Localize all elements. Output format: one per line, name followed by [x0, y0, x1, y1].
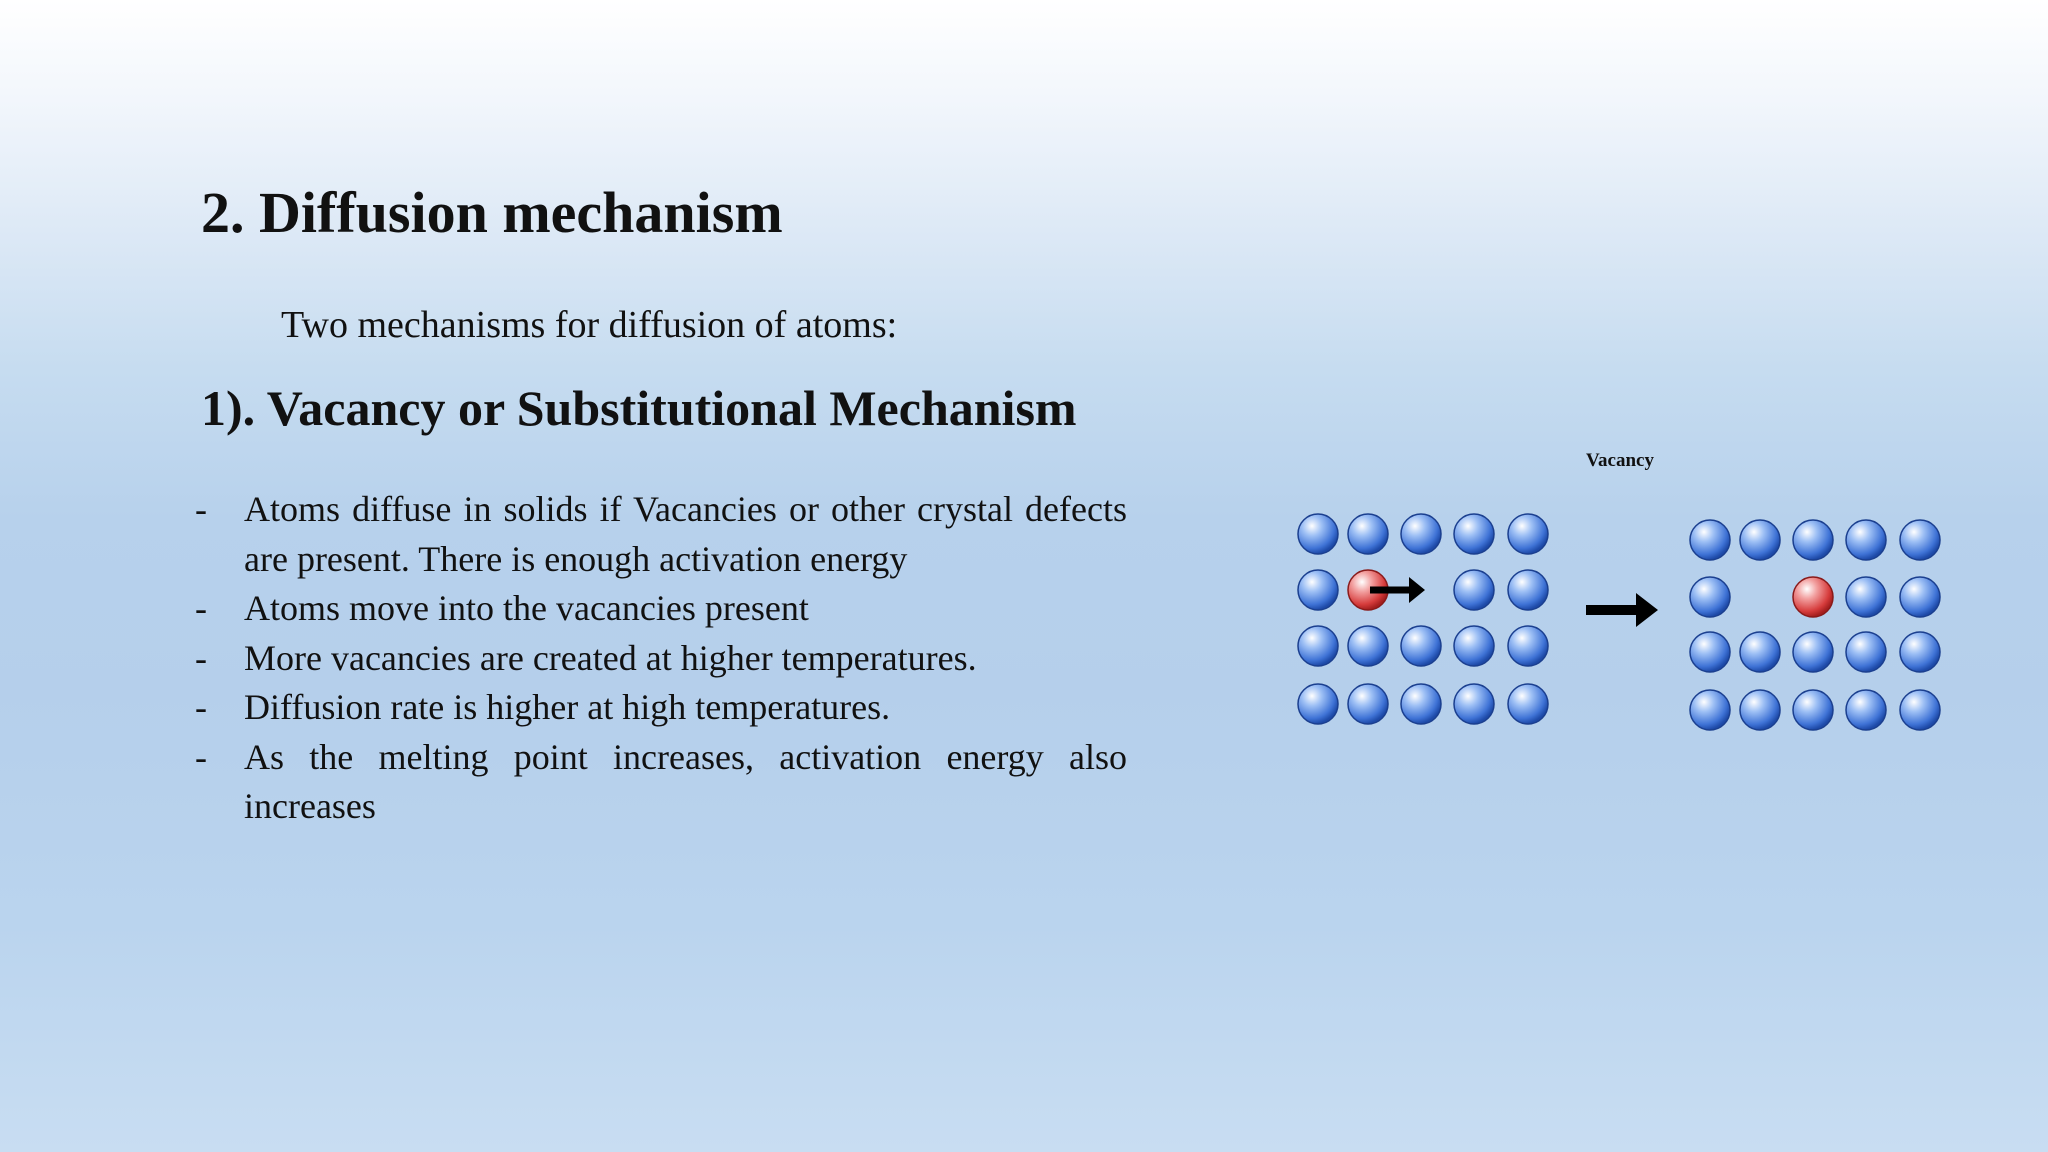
bullet-text: As the melting point increases, activation energy also increases: [244, 736, 1127, 826]
bullet-marker: -: [195, 736, 207, 777]
atom-blue: [1298, 626, 1338, 666]
bullet-text: More vacancies are created at higher temperatures.: [244, 637, 977, 678]
atom-blue: [1690, 520, 1730, 560]
atom-blue: [1793, 520, 1833, 560]
atom-blue: [1740, 520, 1780, 560]
bullet-item: [195, 634, 1127, 684]
atom-blue: [1508, 684, 1548, 724]
mechanism-heading: 1). Vacancy or Substitutional Mechanism: [201, 380, 1077, 436]
bullet-marker: -: [195, 687, 207, 727]
atom-blue: [1793, 632, 1833, 672]
atom-red: [1793, 577, 1833, 617]
atom-blue: [1454, 684, 1494, 724]
atom-blue: [1846, 577, 1886, 617]
atom-blue: [1298, 684, 1338, 724]
bullet-text: Atoms move into the vacancies present: [244, 588, 809, 628]
slide-title: 2. Diffusion mechanism: [201, 180, 783, 245]
atom-blue: [1900, 577, 1940, 617]
bullet-item: [195, 584, 1127, 634]
atom-blue: [1348, 514, 1388, 554]
atom-blue: [1298, 514, 1338, 554]
atom-blue: [1454, 514, 1494, 554]
atom-blue: [1508, 514, 1548, 554]
atom-blue: [1740, 632, 1780, 672]
atom-blue: [1508, 570, 1548, 610]
atom-blue: [1846, 520, 1886, 560]
atom-blue: [1740, 690, 1780, 730]
vacancy-label: Vacancy: [1586, 450, 1654, 471]
atom-blue: [1846, 690, 1886, 730]
atom-blue: [1690, 577, 1730, 617]
bullet-item: [195, 683, 1127, 733]
bullet-marker: -: [195, 489, 207, 529]
atom-blue: [1900, 520, 1940, 560]
atom-blue: [1900, 690, 1940, 730]
atom-blue: [1900, 632, 1940, 672]
bullet-text: Diffusion rate is higher at high temperatures.: [244, 687, 891, 727]
bullet-marker: -: [195, 637, 207, 678]
bullet-marker: -: [195, 588, 207, 628]
vacancy-diagram: [1280, 440, 1960, 760]
atom-blue: [1401, 514, 1441, 554]
bullet-list: [195, 485, 1127, 832]
intro-text: Two mechanisms for diffusion of atoms:: [281, 304, 898, 346]
atom-blue: [1401, 684, 1441, 724]
atom-blue: [1793, 690, 1833, 730]
atom-blue: [1846, 632, 1886, 672]
atom-blue: [1348, 626, 1388, 666]
transition-arrow: [1586, 593, 1658, 627]
bullet-item: [195, 485, 1127, 584]
atom-blue: [1454, 626, 1494, 666]
bullet-text: Atoms diffuse in solids if Vacancies or other crystal defects are present. There is enough activation energy: [244, 489, 1127, 579]
atom-blue: [1690, 632, 1730, 672]
bullet-item: [195, 733, 1127, 832]
atom-blue: [1690, 690, 1730, 730]
atom-blue: [1508, 626, 1548, 666]
atom-blue: [1348, 684, 1388, 724]
lattice-before: [1298, 514, 1548, 724]
lattice-after: [1690, 520, 1940, 730]
atom-blue: [1401, 626, 1441, 666]
atom-blue: [1298, 570, 1338, 610]
atom-blue: [1454, 570, 1494, 610]
